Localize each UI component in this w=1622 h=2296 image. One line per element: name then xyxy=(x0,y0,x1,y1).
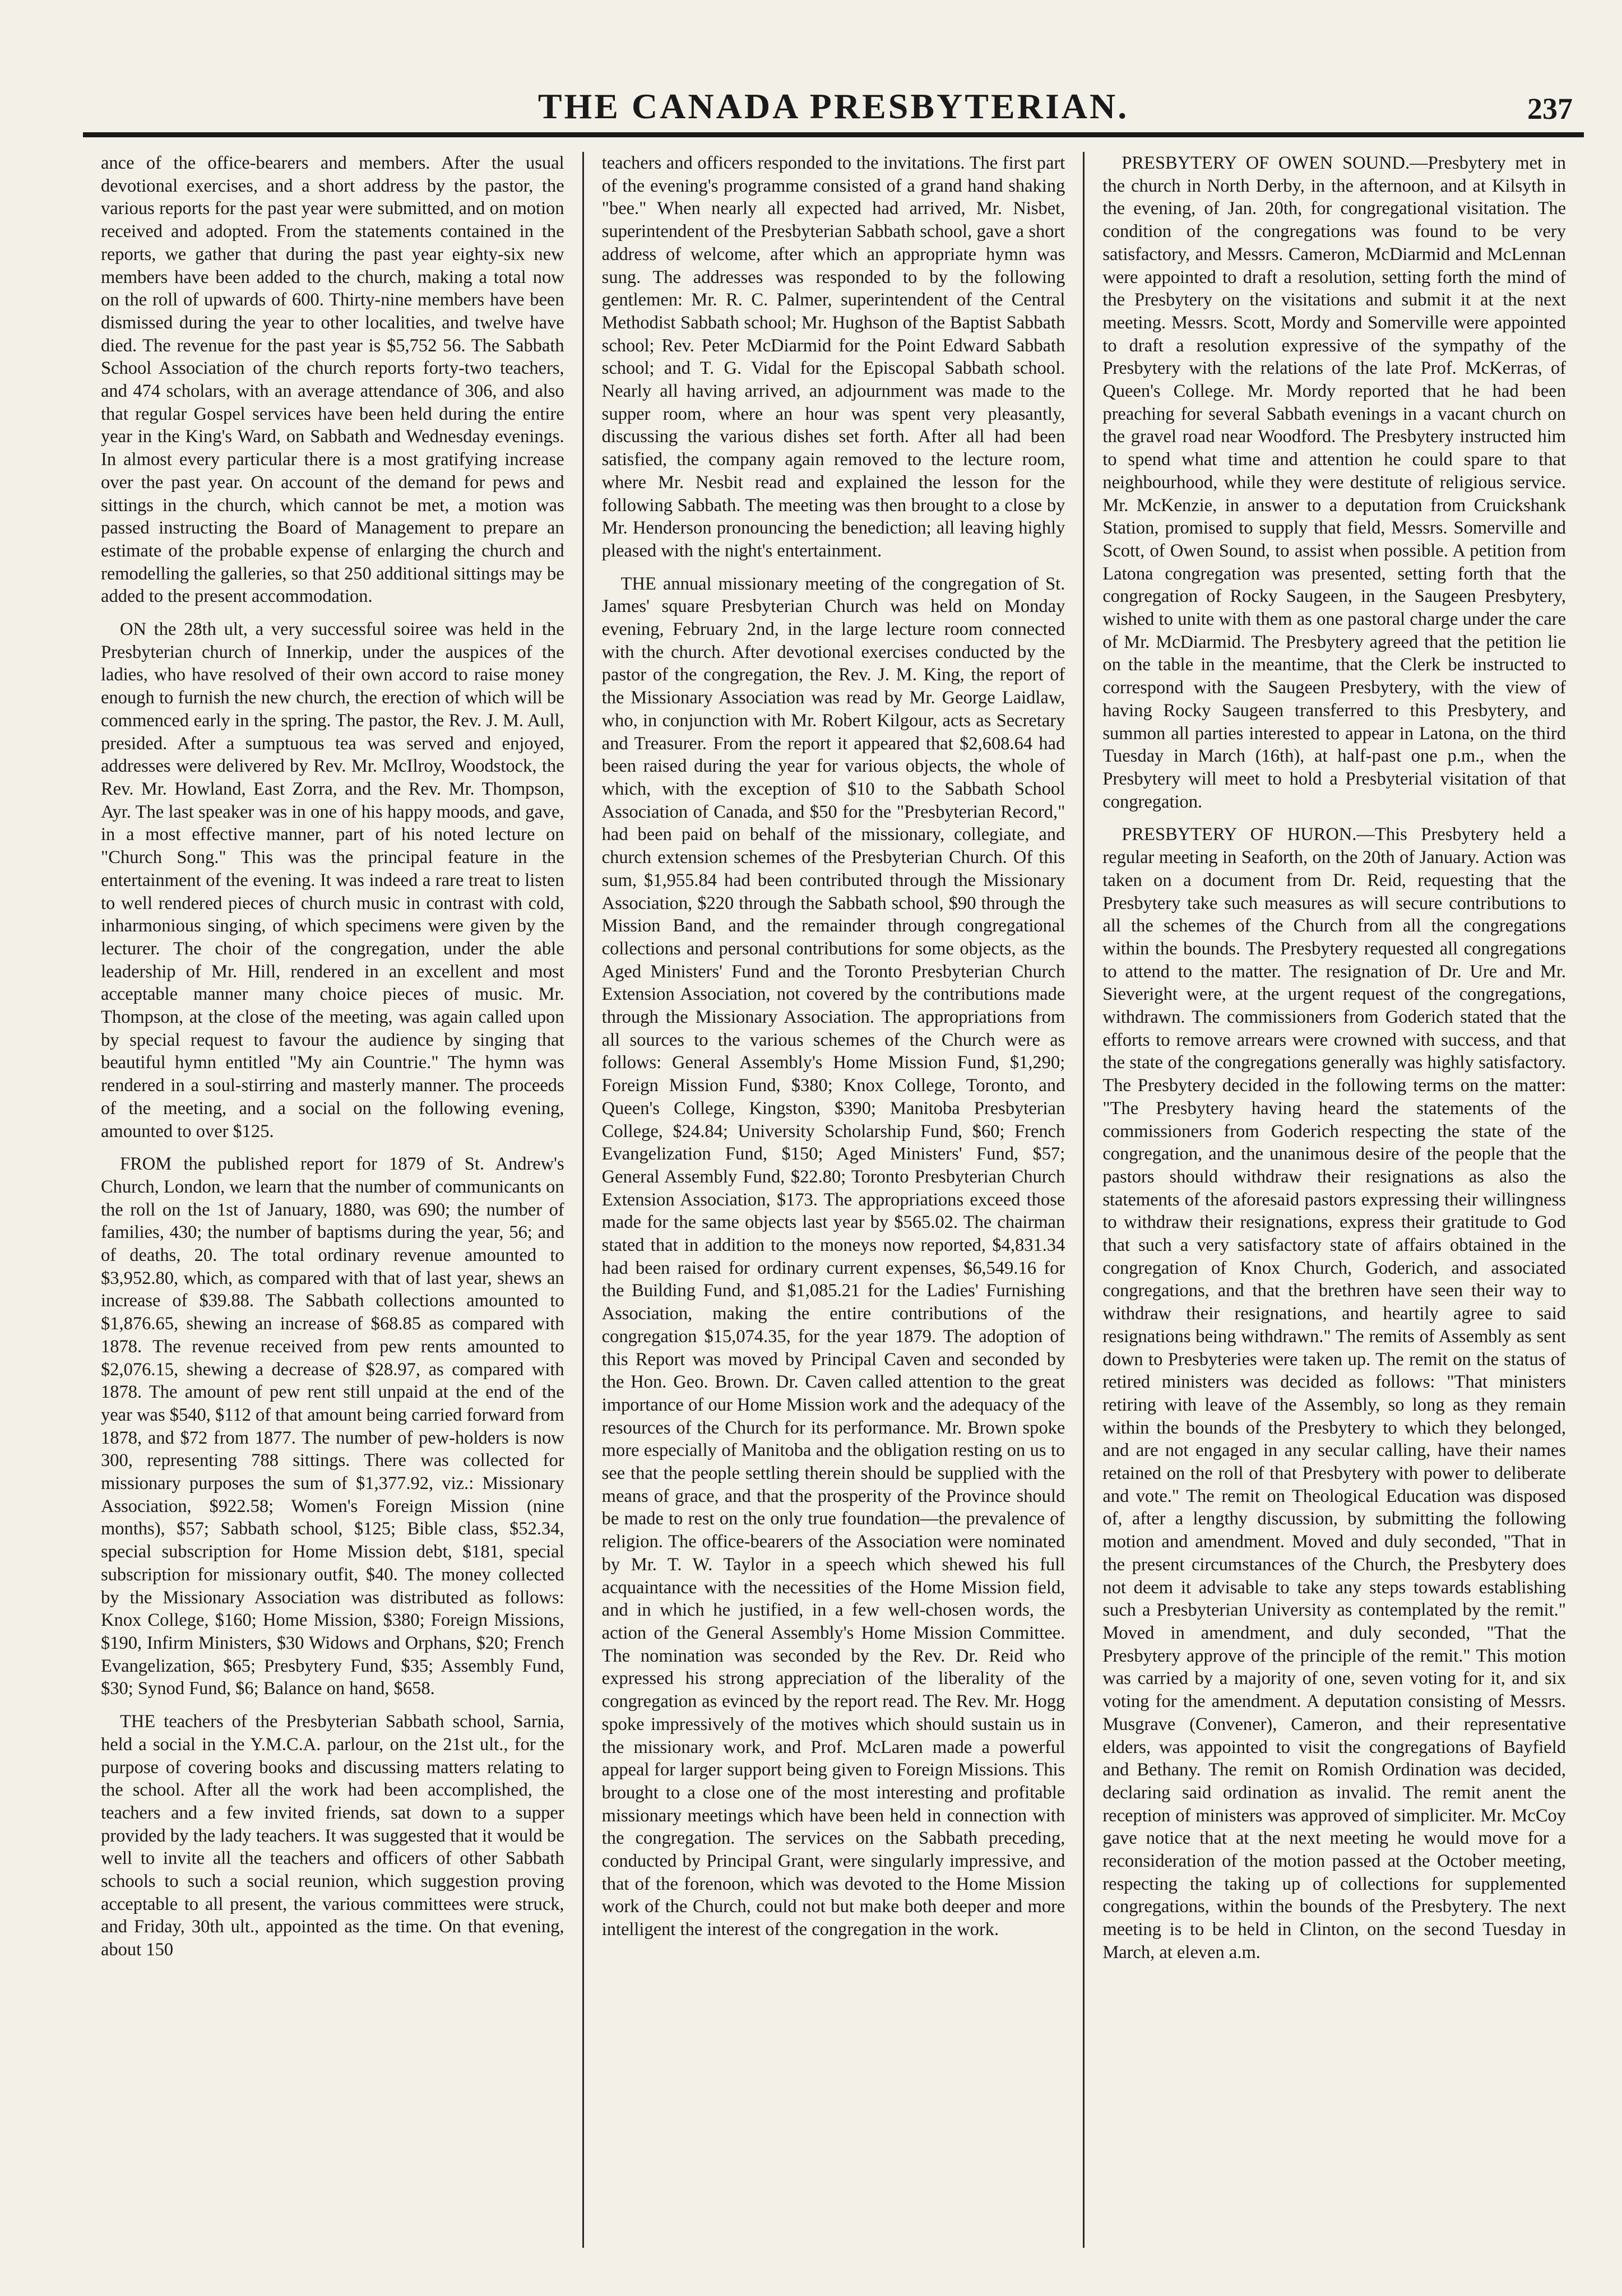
column-3 xyxy=(1083,152,1584,2248)
page-number: 237 xyxy=(1527,92,1573,126)
publication-title: THE CANADA PRESBYTERIAN. xyxy=(537,86,1129,126)
article-columns xyxy=(83,152,1584,2248)
article-paragraph: THE annual missionary meeting of the congregation of St. James' square Presbyterian Church was held on Monday evening, February 2nd, in the large lecture room connected with the church. After devotional exercises conducted by the pastor of the congregation, the Rev. J. M. King, the report of the Missionary Association was read by Mr. George Laidlaw, who, in conjunction with Mr. Robert Kilgour, acts as Secretary and Treasurer. From the report it appeared that $2,608.64 had been raised during the year for various objects, the whole of which, with the exception of $10 to the Sabbath School Association of Canada, and $50 for the "Presbyterian Record," had been paid on behalf of the missionary, collegiate, and church extension schemes of the Presbyterian Church. Of this sum, $1,955.84 had been contributed through the Missionary Association, $220 through the Sabbath school, $90 through the Mission Band, and the remainder through congregational collections and personal contributions for some objects, as the Aged Ministers' Fund and the Toronto Presbyterian Church Extension Association, not covered by the contributions made through the Missionary Association. The appropriations from all sources to the various schemes of the Church were as follows: General Assembly's Home Mission Fund, $1,290; Foreign Mission Fund, $380; Knox College, Toronto, and Queen's College, Kingston, $390; Manitoba Presbyterian College, $24.84; University Scholarship Fund, $60; French Evangelization Fund, $150; Aged Ministers' Fund, $57; General Assembly Fund, $22.80; Toronto Presbyterian Church Extension Association, $173. The appropriations exceed those made for the same objects last year by $565.02. The chairman stated that in addition to the moneys now reported, $4,831.34 had been raised for ordinary current expenses, $6,549.16 for the Building Fund, and $1,085.21 for the Ladies' Furnishing Association, making the entire contributions of the congregation $15,074.35, for the year 1879. The adoption of this Report was moved by Principal Caven and seconded by the Hon. Geo. Brown. Dr. Caven called attention to the great importance of our Home Mission work and the adequacy of the resources of the Church for its performance. Mr. Brown spoke more especially of Manitoba and the obligation resting on us to see that the people settling therein should be supplied with the means of grace, and that the prosperity of the Province should be made to rest on the only true foundation—the prevalence of religion. The office-bearers of the Association were nominated by Mr. T. W. Taylor in a speech which shewed his full acquaintance with the necessities of the Home Mission field, and in which he justified, in a few well-chosen words, the action of the General Assembly's Home Mission Committee. The nomination was seconded by the Rev. Dr. Reid who expressed his strong appreciation of the liberality of the congregation as evinced by the report read. The Rev. Mr. Hogg spoke impressively of the motives which should sustain us in the missionary work, and Prof. McLaren made a powerful appeal for larger support being given to Foreign Missions. This brought to a close one of the most interesting and profitable missionary meetings which have been held in connection with the congregation. The services on the Sabbath preceding, conducted by Principal Grant, were singularly impressive, and that of the forenoon, which was devoted to the Home Mission work of the Church, could not but make both deeper and more intelligent the interest of the congregation in the work. xyxy=(601,573,1065,1940)
article-paragraph: THE teachers of the Presbyterian Sabbath school, Sarnia, held a social in the Y.M.C.A. parlour, on the 21st ult., for the purpose of covering books and discussing matters relating to the school. After all the work had been accomplished, the teachers and a few invited friends, sat down to a supper provided by the lady teachers. It was suggested that it would be well to invite all the teachers and officers of other Sabbath schools to such a social reunion, which suggestion proving acceptable to all present, the various committees were struck, and Friday, 30th ult., appointed as the time. On that evening, about 150 xyxy=(101,1711,564,1960)
column-1 xyxy=(83,152,582,2248)
article-paragraph: ON the 28th ult, a very successful soiree was held in the Presbyterian church of Innerkip, under the auspices of the ladies, who have resolved of their own accord to raise money enough to furnish the new church, the erection of which will be commenced early in the spring. The pastor, the Rev. J. M. Aull, presided. After a sumptuous tea was served and enjoyed, addresses were delivered by Rev. Mr. McIlroy, Woodstock, the Rev. Mr. Howland, East Zorra, and the Rev. Mr. Thompson, Ayr. The last speaker was in one of his happy moods, and gave, in a most effective manner, part of his noted lecture on "Church Song." This was the principal feature in the entertainment of the evening. It was indeed a rare treat to listen to well rendered pieces of church music in contrast with cold, inharmonious singing, of which specimens were given by the lecturer. The choir of the congregation, under the able leadership of Mr. Hill, rendered in an excellent and most acceptable manner many choice pieces of music. Mr. Thompson, at the close of the meeting, was again called upon by special request to favour the audience by singing that beautiful hymn entitled "My ain Countrie." The hymn was rendered in a soul-stirring and masterly manner. The proceeds of the meeting, and a social on the following evening, amounted to over $125. xyxy=(101,619,564,1142)
article-paragraph: PRESBYTERY OF HURON.—This Presbytery held a regular meeting in Seaforth, on the 20th of January. Action was taken on a document from Dr. Reid, requesting that the Presbytery take such measures as will secure contributions to all the schemes of the Church from all the congregations within the bounds. The Presbytery requested all congregations to attend to the matter. The resignation of Dr. Ure and Mr. Sieveright were, at the urgent request of the congregations, withdrawn. The commissioners from Goderich stated that the efforts to remove arrears were crowned with success, and that the state of the congregations generally was highly satisfactory. The Presbytery decided in the following terms on the matter: "The Presbytery having heard the statements of the commissioners from Goderich respecting the state of the congregation, and the unanimous desire of the people that the pastors should withdraw their resignations as also the statements of the aforesaid pastors expressing their willingness to withdraw their resignations, express their gratitude to God that such a very satisfactory state of affairs obtained in the congregation of Knox Church, Goderich, and associated congregations, and that the brethren have seen their way to withdraw their resignations, and heartily agree to said resignations being withdrawn." The remits of Assembly as sent down to Presbyteries were taken up. The remit on the status of retired ministers was decided as follows: "That ministers retiring with leave of the Assembly, so long as they remain within the bounds of the Presbytery to which they belonged, and are not engaged in any secular calling, have their names retained on the roll of that Presbytery with power to deliberate and vote." The remit on Theological Education was disposed of, after a lengthy discussion, by submitting the following motion and amendment. Moved and duly seconded, "That in the present circumstances of the Church, the Presbytery does not deem it advisable to take any steps towards establishing such a Presbyterian University as contemplated by the remit." Moved in amendment, and duly seconded, "That the Presbytery approve of the principle of the remit." This motion was carried by a majority of one, seven voting for it, and six voting for the amendment. A deputation consisting of Messrs. Musgrave (Convener), Cameron, and their representative elders, was appointed to visit the congregations of Bayfield and Bethany. The remit on Romish Ordination was decided, declaring said ordination as invalid. The remit anent the reception of ministers was approved of simpliciter. Mr. McCoy gave notice that at the next meeting he would move for a reconsideration of the motion passed at the October meeting, respecting the taking up of collections for supplemented congregations, within the bounds of the Presbytery. The next meeting is to be held in Clinton, on the second Tuesday in March, at eleven a.m. xyxy=(1102,824,1567,1963)
column-2 xyxy=(582,152,1083,2248)
article-paragraph: ance of the office-bearers and members. After the usual devotional exercises, and a short address by the pastor, the various reports for the past year were submitted, and on motion received and adopted. From the statements contained in the reports, we gather that during the past year eighty-six new members have been added to the church, making a total now on the roll of upwards of 600. Thirty-nine members have been dismissed during the year to other localities, and twelve have died. The revenue for the past year is $5,752 56. The Sabbath School Association of the church reports forty-two teachers, and 474 scholars, with an average attendance of 306, and also that regular Gospel services have been held during the entire year in the King's Ward, on Sabbath and Wednesday evenings. In almost every particular there is a most gratifying increase over the past year. On account of the demand for pews and sittings in the church, which cannot be met, a motion was passed instructing the Board of Management to prepare an estimate of the probable expense of enlarging the church and remodelling the galleries, so that 250 additional sittings may be added to the present accommodation. xyxy=(101,153,564,607)
masthead xyxy=(83,84,1584,129)
article-paragraph: teachers and officers responded to the invitations. The first part of the evening's programme consisted of a grand hand shaking "bee." When nearly all expected had arrived, Mr. Nisbet, superintendent of the Presbyterian Sabbath school, gave a short address of welcome, after which an appropriate hymn was sung. The addresses was responded to by the following gentlemen: Mr. R. C. Palmer, superintendent of the Central Methodist Sabbath school; Mr. Hughson of the Baptist Sabbath school; Rev. Peter McDiarmid for the Point Edward Sabbath school; and T. G. Vidal for the Episcopal Sabbath school. Nearly all having arrived, an adjournment was made to the supper room, where an hour was spent very pleasantly, discussing the various dishes set forth. After all had been satisfied, the company again removed to the lecture room, where Mr. Nesbit read and explained the lesson for the following Sabbath. The meeting was then brought to a close by Mr. Henderson pronouncing the benediction; all leaving highly pleased with the night's entertainment. xyxy=(601,153,1065,561)
masthead-rule xyxy=(83,132,1584,137)
article-paragraph: PRESBYTERY OF OWEN SOUND.—Presbytery met in the church in North Derby, in the afternoon, and at Kilsyth in the evening, of Jan. 20th, for congregational visitation. The condition of the congregations was found to be very satisfactory, and Messrs. Cameron, McDiarmid and McLennan were appointed to draft a resolution, setting forth the mind of the Presbytery on the visitations and submit it at the next meeting. Messrs. Scott, Mordy and Somerville were appointed to draft a resolution expressive of the sympathy of the Presbytery with the relations of the late Prof. McKerras, of Queen's College. Mr. Mordy reported that he had been preaching for several Sabbath evenings in a vacant church on the gravel road near Woodford. The Presbytery instructed him to spend what time and attention he could spare to that neighbourhood, while they were destitute of religious service. Mr. McKenzie, in answer to a deputation from Cruickshank Station, promised to supply that field, Messrs. Somerville and Scott, of Owen Sound, to assist when possible. A petition from Latona congregation was presented, setting forth that the congregation of Rocky Saugeen, in the Saugeen Presbytery, wished to unite with them as one pastoral charge under the care of Mr. McDiarmid. The Presbytery agreed that the petition lie on the table in the meantime, that the Clerk be instructed to correspond with the Saugeen Presbytery, with the view of having Rocky Saugeen transferred to this Presbytery, and summon all parties interested to appear in Latona, on the third Tuesday in March (16th), at half-past one p.m., when the Presbytery will meet to hold a Presbyterial visitation of that congregation. xyxy=(1102,153,1567,812)
article-paragraph: FROM the published report for 1879 of St. Andrew's Church, London, we learn that the number of communicants on the roll on the 1st of January, 1880, was 690; the number of families, 430; the number of baptisms during the year, 56; and of deaths, 20. The total ordinary revenue amounted to $3,952.80, which, as compared with that of last year, shews an increase of $39.88. The Sabbath collections amounted to $1,876.65, shewing an increase of $68.85 as compared with 1878. The revenue received from pew rents amounted to $2,076.15, shewing a decrease of $28.97, as compared with 1878. The amount of pew rent still unpaid at the end of the year was $540, $112 of that amount being carried forward from 1878, and $72 from 1877. The number of pew-holders is now 300, representing 788 sittings. There was collected for missionary purposes the sum of $1,377.92, viz.: Missionary Association, $922.58; Women's Foreign Mission (nine months), $57; Sabbath school, $125; Bible class, $52.34, special subscription for Home Mission debt, $181, special subscription for missionary outfit, $40. The money collected by the Missionary Association was distributed as follows: Knox College, $160; Home Mission, $380; Foreign Missions, $190, Infirm Ministers, $30 Widows and Orphans, $20; French Evangelization, $65; Presbytery Fund, $35; Assembly Fund, $30; Synod Fund, $6; Balance on hand, $658. xyxy=(101,1154,564,1699)
